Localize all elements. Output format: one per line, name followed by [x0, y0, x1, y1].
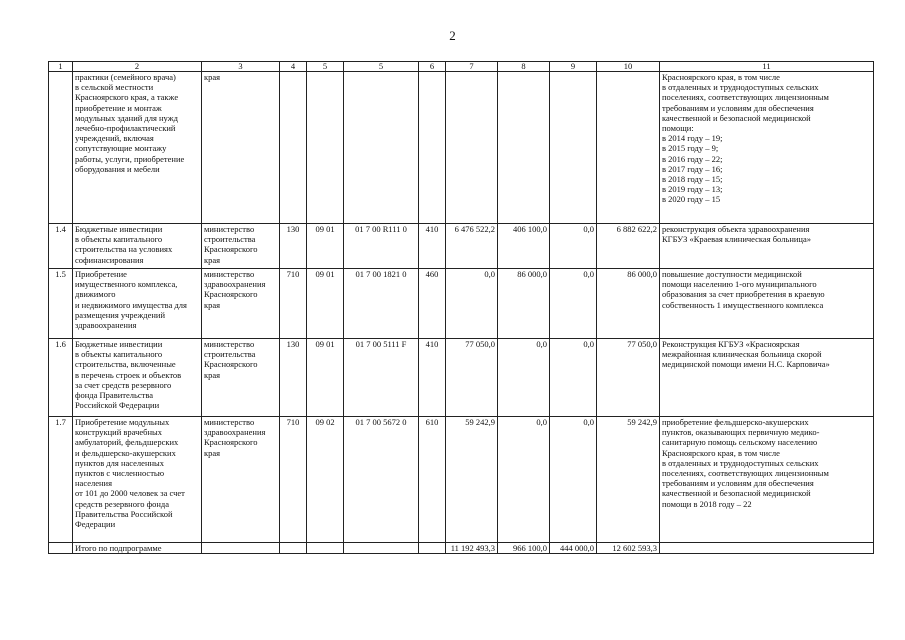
row-number: 1.6 [49, 339, 73, 417]
amount-total [597, 72, 660, 224]
expected-result: приобретение фельдшерско-акушерских пунктов, оказывающих первичную медико- санитарную помощь сельскому населению Красноярского края, в том числе в отдаленных и труднодоступных сельских поселениях, соответствующих лицензионным требованиям и условиям для обеспечения качественной и безопасной медицинской помощи в 2018 году – 22 [660, 417, 874, 543]
row-number: 1.4 [49, 224, 73, 269]
csr-code: 01 7 00 1821 0 [344, 269, 419, 339]
measure-name: Приобретение модульных конструкций врачебных амбулаторий, фельдшерских и фельдшерско-акушерских пунктов для населенных пунктов с численностью населения от 101 до 2000 человек за счет средств резервного фонда Правительства Российской Федерации [73, 417, 202, 543]
header-cell: 9 [550, 62, 597, 72]
grbs-code [280, 72, 307, 224]
row-number: 1.7 [49, 417, 73, 543]
total-row [49, 543, 874, 554]
total-empty-cell [202, 543, 280, 554]
total-empty-cell [49, 543, 73, 554]
table-row [49, 269, 874, 339]
rzpr-code: 09 01 [307, 269, 344, 339]
administrator: министерство строительства Красноярского края [202, 339, 280, 417]
expected-result: Красноярского края, в том числе в отдаленных и труднодоступных сельских поселениях, соответствующих лицензионным требованиям и условиям для обеспечения качественной и безопасной медицинской помощи: в 2014 году – 19; в 2015 году – 9; в 2016 году – 22; в 2017 году – 16; в 2018 году – 15; в 2019 году – 13; в 2020 году – 15 [660, 72, 874, 224]
total-sum: 12 602 593,3 [597, 543, 660, 554]
amount-2018: 6 476 522,2 [446, 224, 498, 269]
amount-2020: 0,0 [550, 339, 597, 417]
header-cell: 10 [597, 62, 660, 72]
header-cell: 5 [307, 62, 344, 72]
grbs-code: 130 [280, 339, 307, 417]
header-cell: 11 [660, 62, 874, 72]
row-number [49, 72, 73, 224]
csr-code: 01 7 00 5111 F [344, 339, 419, 417]
amount-total: 86 000,0 [597, 269, 660, 339]
amount-2019: 0,0 [498, 339, 550, 417]
header-row [49, 62, 874, 72]
budget-table [48, 61, 874, 554]
header-cell: 4 [280, 62, 307, 72]
administrator: министерство здравоохранения Красноярского края [202, 269, 280, 339]
vr-code: 460 [419, 269, 446, 339]
amount-2020: 0,0 [550, 224, 597, 269]
total-label: Итого по подпрограмме [73, 543, 202, 554]
amount-total: 59 242,9 [597, 417, 660, 543]
amount-2019: 0,0 [498, 417, 550, 543]
rzpr-code [307, 72, 344, 224]
header-cell: 7 [446, 62, 498, 72]
expected-result: повышение доступности медицинской помощи населению 1-ого муниципального образования за счет приобретения в краевую собственность 1 имущественного комплекса [660, 269, 874, 339]
grbs-code: 130 [280, 224, 307, 269]
header-cell: 5 [344, 62, 419, 72]
header-cell: 1 [49, 62, 73, 72]
csr-code: 01 7 00 R111 0 [344, 224, 419, 269]
header-cell: 8 [498, 62, 550, 72]
amount-2019: 86 000,0 [498, 269, 550, 339]
csr-code: 01 7 00 5672 0 [344, 417, 419, 543]
total-empty-cell [419, 543, 446, 554]
total-empty-cell [344, 543, 419, 554]
amount-2020: 0,0 [550, 269, 597, 339]
total-2018: 11 192 493,3 [446, 543, 498, 554]
csr-code [344, 72, 419, 224]
amount-2018: 59 242,9 [446, 417, 498, 543]
rzpr-code: 09 02 [307, 417, 344, 543]
expected-result: реконструкция объекта здравоохранения КГБУЗ «Краевая клиническая больница» [660, 224, 874, 269]
total-empty-cell [660, 543, 874, 554]
header-cell: 6 [419, 62, 446, 72]
page-number: 2 [449, 28, 456, 43]
vr-code: 610 [419, 417, 446, 543]
amount-total: 6 882 622,2 [597, 224, 660, 269]
grbs-code: 710 [280, 269, 307, 339]
grbs-code: 710 [280, 417, 307, 543]
header-cell: 3 [202, 62, 280, 72]
rzpr-code: 09 01 [307, 339, 344, 417]
amount-2018: 0,0 [446, 269, 498, 339]
administrator: министерство строительства Красноярского края [202, 224, 280, 269]
row-number: 1.5 [49, 269, 73, 339]
total-empty-cell [280, 543, 307, 554]
administrator: края [202, 72, 280, 224]
amount-2019: 406 100,0 [498, 224, 550, 269]
amount-2020 [550, 72, 597, 224]
measure-name: практики (семейного врача) в сельской местности Красноярского края, а также приобретение и монтаж модульных зданий для нужд лечебно-профилактический учреждений, включая сопутствующие монтажу работы, услуги, приобретение оборудования и мебели [73, 72, 202, 224]
total-2019: 966 100,0 [498, 543, 550, 554]
table-row [49, 339, 874, 417]
vr-code: 410 [419, 339, 446, 417]
vr-code [419, 72, 446, 224]
total-2020: 444 000,0 [550, 543, 597, 554]
table-row [49, 224, 874, 269]
amount-2018 [446, 72, 498, 224]
measure-name: Приобретение имущественного комплекса, движимого и недвижимого имущества для размещения учреждений здравоохранения [73, 269, 202, 339]
amount-total: 77 050,0 [597, 339, 660, 417]
amount-2018: 77 050,0 [446, 339, 498, 417]
total-empty-cell [307, 543, 344, 554]
administrator: министерство здравоохранения Красноярского края [202, 417, 280, 543]
vr-code: 410 [419, 224, 446, 269]
table-row [49, 417, 874, 543]
measure-name: Бюджетные инвестиции в объекты капитального строительства на условиях софинансирования [73, 224, 202, 269]
header-cell: 2 [73, 62, 202, 72]
table-row [49, 72, 874, 224]
amount-2019 [498, 72, 550, 224]
rzpr-code: 09 01 [307, 224, 344, 269]
expected-result: Реконструкция КГБУЗ «Красноярская межрайонная клиническая больница скорой медицинской помощи имени Н.С. Карповича» [660, 339, 874, 417]
amount-2020: 0,0 [550, 417, 597, 543]
measure-name: Бюджетные инвестиции в объекты капитального строительства, включенные в перечень строек и объектов за счет средств резервного фонда Правительства Российской Федерации [73, 339, 202, 417]
